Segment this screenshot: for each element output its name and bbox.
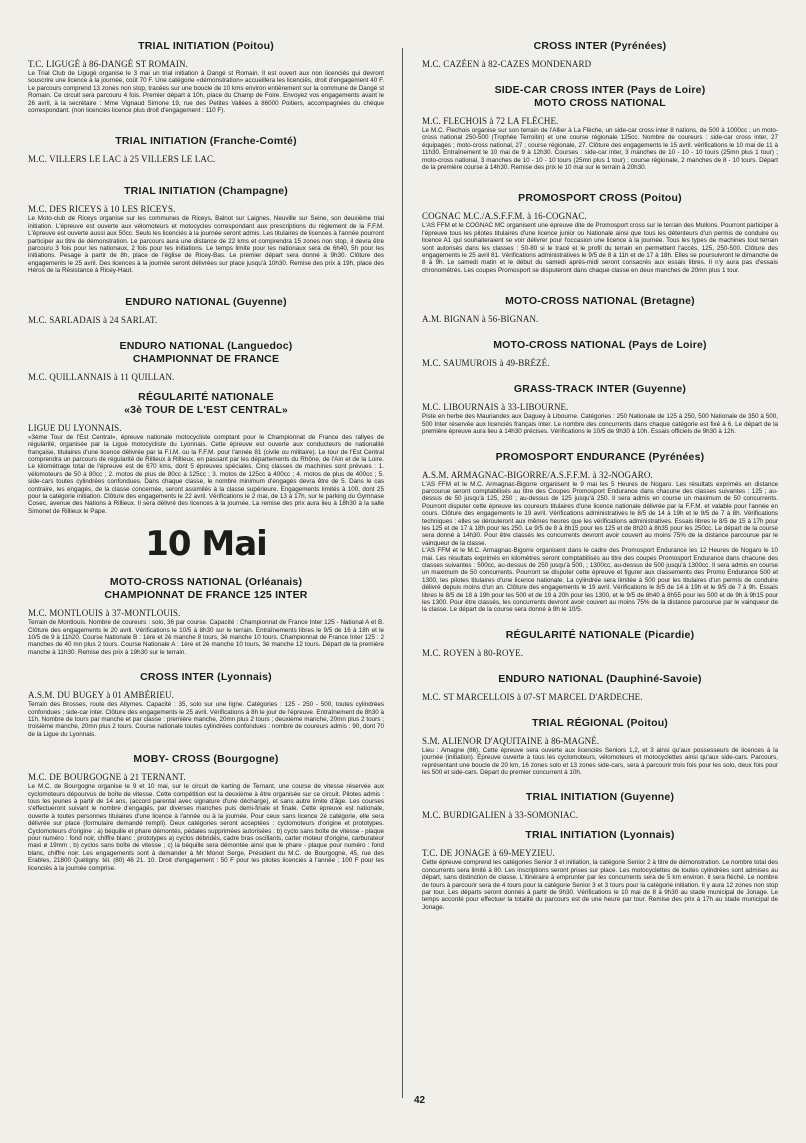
magazine-page xyxy=(28,40,788,1110)
left-column xyxy=(28,40,384,881)
event-title: MOTO-CROSS NATIONAL (Pays de Loire) xyxy=(493,339,707,352)
event-grasstrack-guyenne xyxy=(422,383,778,435)
event-club: T.C. DE JONAGE à 69-MEYZIEU. xyxy=(422,848,555,859)
event-enduro-dauphine-savoie xyxy=(422,673,778,702)
event-club: M.C. SARLADAIS à 24 SARLAT. xyxy=(28,314,158,325)
event-body: L'AS FFM et le COGNAC MC organisent une épreuve dite de Promosport cross sur le terrain des Mullons. Pourront participer à l'épreuve tous les pilotes titulaires d'une licence junior ou Nationale ainsi que tous les détenteurs d'un permis de conduire ou licence A1 qui souhaiteraient se voir délivrer pour l'occasion une licence à la journée. Tous les types de machines tout terrain sont autorisés dans les classes : 50-80 si le tracé et le profil du terrain en permettent l'accès, 125, 250-500. Clôture des engagements le 25 avril 81. Vérifications administratives le 9/5 de 8 à 11h et de 17 à 18h. Elles se poursuivront le dimanche de 8 à 9h. Le samedi matin et le début du samedi après-midi seront consacrés aux essais libres. Il n'y aura pas d'essais chronométrés. Les coupes Promosport se disputeront dans chaque classe en deux manches de 20mn plus 1 tour. xyxy=(422,222,778,274)
event-trial-guyenne xyxy=(422,791,778,820)
event-subtitle: «3è TOUR DE L'EST CENTRAL» xyxy=(124,403,288,416)
event-title: TRIAL RÉGIONAL (Poitou) xyxy=(531,716,669,729)
event-cross-pyrenees xyxy=(422,40,778,69)
event-club: M.C. DES RICEYS à 10 LES RICEYS. xyxy=(28,204,176,215)
event-club: LIGUE DU LYONNAIS. xyxy=(28,422,122,433)
event-club: S.M. ALIENOR D'AQUITAINE à 86-MAGNÉ. xyxy=(422,735,600,746)
event-moby-cross-bourgogne xyxy=(28,753,384,872)
event-body: Le Moto-club de Riceys organise sur les communes de Riceys, Balnot sur Laignes, Neuville sur Seine, son deuxième trial initiation. L'épreuve est ouverte aux vélomoteurs et motocycles correspondant aux prescriptions du règlement de la F.F.M. L'épreuve est ouverte aussi aux 50cc. Seuls les licenciés à la journée seront admis. Les titulaires de licences à l'année pourront participer au titre de démonstration. Le parcours aura une distance de 22 kms et comprendra 15 zones non stop, il devra être parcouru 3 fois pour les nationaux, 2 fois pour les initiations. Le temps limite pour les nationaux sera de 6h40, 5h pour les initiations. Pesage à partir de 8h, place de l'église de Ricey-Bas. Le premier départ sera donné à 9h30. Clôture des engagements le 25 avril. Des licences à la journée seront délivrées sur place jusqu'à 10h30. Remise des prix à 19h, place des Héros de la Résistance à Ricey-Haut. xyxy=(28,215,384,275)
right-column xyxy=(422,40,778,920)
event-club: M.C. DE BOURGOGNE à 21 TERNANT. xyxy=(28,772,186,783)
event-motocross-orleanais xyxy=(28,576,384,656)
event-club: A.S.M. DU BUGEY à 01 AMBÉRIEU. xyxy=(28,690,174,701)
event-title: TRIAL INITIATION (Poitou) xyxy=(138,40,274,52)
event-motocross-pays-de-loire xyxy=(422,339,778,368)
event-enduro-guyenne xyxy=(28,296,384,325)
event-trial-regional-poitou xyxy=(422,717,778,777)
event-title: TRIAL INITIATION (Champagne) xyxy=(124,185,288,198)
event-title: PROMOSPORT ENDURANCE (Pyrénées) xyxy=(495,450,705,463)
event-club: T.C. LIGUGÉ à 86-DANGÉ ST ROMAIN. xyxy=(28,59,188,69)
event-club: M.C. MONTLOUIS à 37-MONTLOUIS. xyxy=(28,608,181,619)
event-regularite-picardie xyxy=(422,629,778,658)
event-title: CROSS INTER (Pyrénées) xyxy=(533,40,667,52)
event-club: M.C. BURDIGALIEN à 33-SOMONIAC. xyxy=(422,810,579,821)
event-club: M.C. SAUMUROIS à 49-BRÉZÉ. xyxy=(422,358,550,369)
event-club: M.C. VILLERS LE LAC à 25 VILLERS LE LAC. xyxy=(28,154,216,165)
event-body: Terrain de Montlouis. Nombre de coureurs : solo, 36 par course. Capacité : Championnat de France Inter 125 - National A et B. Clôture des engagements le 20 avril. Vérifications le 10/5 à 8h30 sur le terrain. Entraînements libres le 9/5 de 16 à 18h et le 10/5 de 9 à 11h20. Course Nationale B : 1ère et 2è manche 8 tours, 3è manche 10 tours. Championnat de France Inter 125 : 2 manches de 40 mn plus 2 tours. Course Nationale A : 1ère et 2è manche 10 tours, 3è manche 12 tours. Départ de la première manche à 11h30. Remise des prix à 19h30 sur le terrain. xyxy=(28,619,384,656)
event-title: MOBY- CROSS (Bourgogne) xyxy=(133,753,279,766)
page-number: 42 xyxy=(414,1095,426,1106)
event-enduro-languedoc xyxy=(28,340,384,382)
event-club: A.S.M. ARMAGNAC-BIGORRE/A.S.F.F.M. à 32-NOGARO. xyxy=(422,469,653,480)
event-promosport-cross-poitou xyxy=(422,192,778,274)
event-body: Le M.C. de Bourgogne organise le 9 et 10 mai, sur le circuit de karting de Ternant, une course de vitesse réservée aux cyclomoteurs dépourvus de boîte de vitesse. Cette compétition est la deuxième à être organisée sur ce circuit. Pilotes admis : tous les jeunes à partir de 14 ans, (accord parental avec signature d'une décharge), et sans autre limite d'âge. Les courses s'effectueront suivant le nombre d'engagés, par diverses manches puis demi-finale et finale. Cette épreuve est nationale, ouverte à toutes personnes titulaires d'une licence à l'année ou à la journée. Pour ceux sans licence 2è catégorie, elle sera délivrée sur place (formulaire demandé rempli). Deux catégories seront acceptées : cyclomoteurs d'origine et prototypes. Cyclomoteurs d'origine : a) béquille et phare démontés, pédales supprimées autorisées ; b) cyclo sans boîte de vitesse - plaque pour numéro : fond noir, chiffre blanc ; prototypes a) cyclos débridés, cadre bras oscillants, carter moteur d'origine, carburateur maxi ø 19mm ; b) cyclos sans boîte de vitesse ; c) la béquille sera démontée ainsi que le phare - plaque pour numéro : fond blanc, chiffre noir. Les engagements sont à demander à Mr Monot Serge, Président du M.C. de Bourgogne, 45, rue des Erables, 21800 Quétigny. tél. (80) 46 21. 10. Droit d'engagement : 50 F pour les pilotes licenciés à l'année ; 100 F pour les licenciés à la journée comprise. xyxy=(28,783,384,872)
event-title: MOTO-CROSS NATIONAL (Orléanais) xyxy=(109,576,303,589)
event-title: ENDURO NATIONAL (Dauphiné-Savoie) xyxy=(498,672,702,685)
event-body: Piste en herbe des Mauriandes aux Daguey à Libourne. Catégories : 250 Nationale de 125 à 250, 500 Nationale de 350 à 500, 500 Inter réservée aux licenciés français inter. Le nombre des concurrents dans chaque catégorie est fixé à 6. Le départ de la première épreuve aura lieu à 14h30 précises. Vérifications le 10/5 de 9h30 à 10h. Essais officiels de 9h30 à 12h. xyxy=(422,413,778,436)
event-subtitle: CHAMPIONNAT DE FRANCE xyxy=(132,352,280,365)
event-club: M.C. ROYEN à 80-ROYE. xyxy=(422,647,524,658)
event-sidecar-pays-de-loire xyxy=(422,84,778,171)
event-title: ENDURO NATIONAL (Guyenne) xyxy=(125,295,287,308)
event-title: TRIAL INITIATION (Lyonnais) xyxy=(525,829,675,842)
column-divider xyxy=(402,48,403,1098)
event-body: «3ème Tour de l'Est Central», épreuve nationale motocycliste comptant pour le Championnat de France des rallyes de régularité, organisée par la Ligue motocycliste du Lyonnais. Cette épreuve est ouverte aux conducteurs de nationalité française, titulaires d'une licence délivrée par la F.I.M. ou la F.F.M. pour l'année 81 (civile ou militaire). Le tour de l'Est Central comprendra un parcours de régularité de Rillieux à Rillieux, en passant par les départements du Rhône, de l'Ain et de la Loire. Le kilométrage total de l'épreuve est de 670 kms, dont 5 épreuves spéciales. Cinq classes de machines sont prévues : 1. vélomoteurs de 50 à 80cc ; 2. motos de plus de 80cc à 125cc ; 3. motos de 125cc à 400cc ; 4. motos de plus de 400cc ; 5. side-cars toutes cylindrées confondues. Dans chaque classe, le nombre minimum d'engagés devra être de 5. Dans le cas contraire, les engagés, de la classe concernée, seront assimilés à la classe supérieure. Engagements limités à 100, dont 25 pour la catégorie initiation. Clôture des engagements le 22 avril. Vérifications le 2 mai, de 13 à 17h, sur le parking du Gymnase Cosec, avenue des Nations à Rillieux. Il sera délivré des licences à la journée. La remise des prix aura lieu à 18h30 à la salle Simonet de Rillieux le Pape. xyxy=(28,433,384,515)
event-trial-champagne xyxy=(28,185,384,274)
event-body: Lieu : Amagne (86). Cette épreuve sera ouverte aux licenciés Seniors 1,2, et 3 ainsi qu'aux possesseurs de licences à la journée (initiation). Épreuve ouverte à tous les cyclomoteurs, vélomoteurs et motocyclettes ainsi qu'aux side-cars. Parcours, représentant une boucle de 20 km, 16 zones solo et 13 zones side-cars, sera à parcourir trois fois pour les solo, deux fois pour les 500 et side-cars. Départ du premier concurrent à 10h. xyxy=(422,746,778,777)
event-title: RÉGULARITÉ NATIONALE xyxy=(138,390,274,403)
event-body: Cette épreuve comprend les catégories Senior 3 et initiation, la catégorie Senior 2 à titre de démonstration. Le nombre total des concurrents sera limité à 80. Les inscriptions seront prises sur place. Les motocyclettes de toutes cylindrées sont admises au départ, sans distinction de classe. L'itinéraire à emprunter par les concurrents sera de 5 km environ. Il sera fléché. Le nombre de tours à parcourir sera de 4 tours pour la catégorie Senior 3 et 3 tours pour la catégorie initiation. Il y aura 12 zones non stop par tour. Les départs seront donnés à partir de 9h30. Vérifications le 10 mai de 8 à 9h30 au stade municipal de Jonage. Le temps accordé pour effectuer la totalité du parcours est de une heure par tour. Remise des prix à 17h au stade municipal de Jonage. xyxy=(422,859,778,911)
event-title: SIDE-CAR CROSS INTER (Pays de Loire) xyxy=(494,84,706,96)
event-body: L'AS FFM et le M.C. Armagnac-Bigorre organisent le 9 mai les 5 Heures de Nogaro. Les résultats exprimés en distance parcourue seront comptabilisés au titre des Coupes Promosport Endurance dans chacune des classes suivantes : 125 ; au-dessus de 50 jusqu'à 125, 250 ; au-dessus de 125 jusqu'à 250. Il sera admis en course un maximum de 50 concurrents. Pourront disputer cette épreuve les coureurs titulaires d'une licence nationale délivrée par la F.F.M. et valable pour l'année en cours. Clôture des engagements le 19 avril. Vérifications administratives le 8/5 de 14 à 19h et le 9/5 de 7 à 8h. Vérifications techniques : elles se dérouleront aux mêmes heures que les vérifications administratives. Essais libres le 8/5 de 15 à 17h pour les 125 et de 17 à 18h pour les 250. Le 9/5 de 8 à 8h15 pour les 125 et de 8h20 à 8h35 pour les 250cc. Le départ de la course sera donné à 14h30. Pour être classés les concurrents devront avoir couvert au moins 75% de la distance parcourue par le vainqueur de la classe. L'AS FFM et le M.C. Armagnac-Bigorre organisent dans le cadre des Promosport Endurance les 12 Heures de Nogaro le 10 mai. Les résultats exprimés en kilomètres seront comptabilisés au titre des coupes Promosport Endurance dans chacune des classes suivantes : 500cc, au-dessus de 250 jusqu'à 500, ; 1300cc, au-dessus de 500 jusqu'à 1300cc. Il sera admis en course un maximum de 50 concurrents. Pourront se disputer cette épreuve et figurer aux classements des Promo Endurance 500 et 1300, les pilotes titulaires d'une licence nationale. La cylindrée sera limitée à 500 pour les titulaires d'un permis de conduire délivré depuis moins d'un an. Clôture des engagements le 19 avril. Vérifications le 8/5 de 14 à 19h et le 9/5 de 7 à 9h. Essais libres le 8/5 de 18 à 19h pour les 500 et de 19 à 20h pour les 1300, et le 9/5 de 8h40 à 8h55 pour les 500 et de 9h à 9h15 pour les 1300. Pour être classés, les concurrents devront avoir couvert au moins 75% de la distance parcourue par le vainqueur de la classe. Le départ de la course sera donné à 9h le 10/5. xyxy=(422,480,778,614)
event-title: RÉGULARITÉ NATIONALE (Picardie) xyxy=(505,628,695,641)
event-club: M.C. CAZÉEN à 82-CAZES MONDENARD xyxy=(422,59,592,69)
event-title: CROSS INTER (Lyonnais) xyxy=(140,671,272,684)
event-trial-franche-comte xyxy=(28,135,384,164)
event-motocross-bretagne xyxy=(422,295,778,324)
event-trial-poitou xyxy=(28,40,384,114)
event-title: ENDURO NATIONAL (Languedoc) xyxy=(119,339,293,352)
event-body: Le M.C. Flechois organise sur son terrain de l'Allier à La Flèche, un side-car cross inter 8 nations, de 500 à 1000cc ; un moto-cross national 250-500 (Trophée Terroitin) et une course régionale 125cc. Nombre de coureurs : side-car cross inter, 27 équipages ; moto-cross national, 27 ; course régionale, 27. Clôture des engagements le 15 avril. vérifications le 10 mai de 11 à 11h30. Entraînement le 10 mai de 9 à 12h30. Courses : side-car inter, 3 manches de 10 - 10 - 10 tours (25mn plus 1 tour) ; moto-cross national, 3 manches de 10 - 10 - 10 tours (25mn plus 1 tour) ; course régionale, 2 manches de 8 - 10 tours. Départ de la première course à 14h30. Remise des prix le 10 mai sur le terrain à 20h30. xyxy=(422,127,778,172)
event-title: TRIAL INITIATION (Guyenne) xyxy=(525,791,675,804)
event-body: Le Trial Club de Ligugé organise le 3 mai un trial initiation à Dangé st Romain. Il est ouvert aux non licenciés qui devront souscrire une licence à la journée, coût 70 F. Une catégorie «démonstration» accueillera les licenciés, droit d'engagement 40 F. Le parcours comprend 13 zones non stop, tracées sur une boucle de 10 kms environ entièrement sur la commune de Dangé st Romain. Ce circuit sera parcouru 4 fois. Premier départ à 10h, place du Champ de Foire. Envoyez vos engagements avant le 26 avril, à la secrétaire : Mme Vignaud Simone 19, rue des Petites Vallées à 86000 Poitiers, accompagnées du chèque correspondant. (non licenciés licence plus droit d'engagement : 110 F). xyxy=(28,70,384,115)
event-subtitle: CHAMPIONNAT DE FRANCE 125 INTER xyxy=(104,589,308,602)
event-subtitle: MOTO CROSS NATIONAL xyxy=(534,97,666,109)
event-body: Terrain des Brosses, route des Allymes. Capacité : 35, solo sur une ligne. Catégories : 125 - 250 - 500, toutes cylindrées confondues ; side-car inter. Clôture des engagements le 25 avril. Vérifications à 8h le jour de l'épreuve. Entraînement de 8h30 à 11h. Nombre de tours par manche et par classe : première manche, 20mn plus 2 tours ; deuxième manche, 20mn plus 2 tours ; troisième manche, 20mn plus 2 tours. Course nationale toutes cylindrées confondues : nombre de coureurs admis : 90, dont 70 de la Ligue du Lyonnais. xyxy=(28,701,384,738)
event-regularite-est-central xyxy=(28,391,384,515)
event-title: TRIAL INITIATION (Franche-Comté) xyxy=(115,135,297,148)
event-title: GRASS-TRACK INTER (Guyenne) xyxy=(513,383,687,396)
event-title: PROMOSPORT CROSS (Poitou) xyxy=(518,192,682,205)
event-cross-lyonnais xyxy=(28,671,384,738)
event-club: A.M. BIGNAN à 56-BIGNAN. xyxy=(422,314,539,325)
date-heading: 10 Mai xyxy=(145,524,267,565)
event-club: M.C. QUILLANNAIS à 11 QUILLAN. xyxy=(28,371,175,382)
event-club: COGNAC M.C./A.S.F.F.M. à 16-COGNAC. xyxy=(422,211,587,222)
event-promosport-endurance-pyrenees xyxy=(422,451,778,614)
event-club: M.C. FLECHOIS à 72 LA FLÈCHE. xyxy=(422,116,559,126)
event-title: MOTO-CROSS NATIONAL (Bretagne) xyxy=(505,295,695,308)
event-trial-lyonnais xyxy=(422,829,778,911)
event-club: M.C. LIBOURNAIS à 33-LIBOURNE. xyxy=(422,402,569,413)
event-club: M.C. ST MARCELLOIS à 07-ST MARCEL D'ARDECHE. xyxy=(422,691,643,702)
